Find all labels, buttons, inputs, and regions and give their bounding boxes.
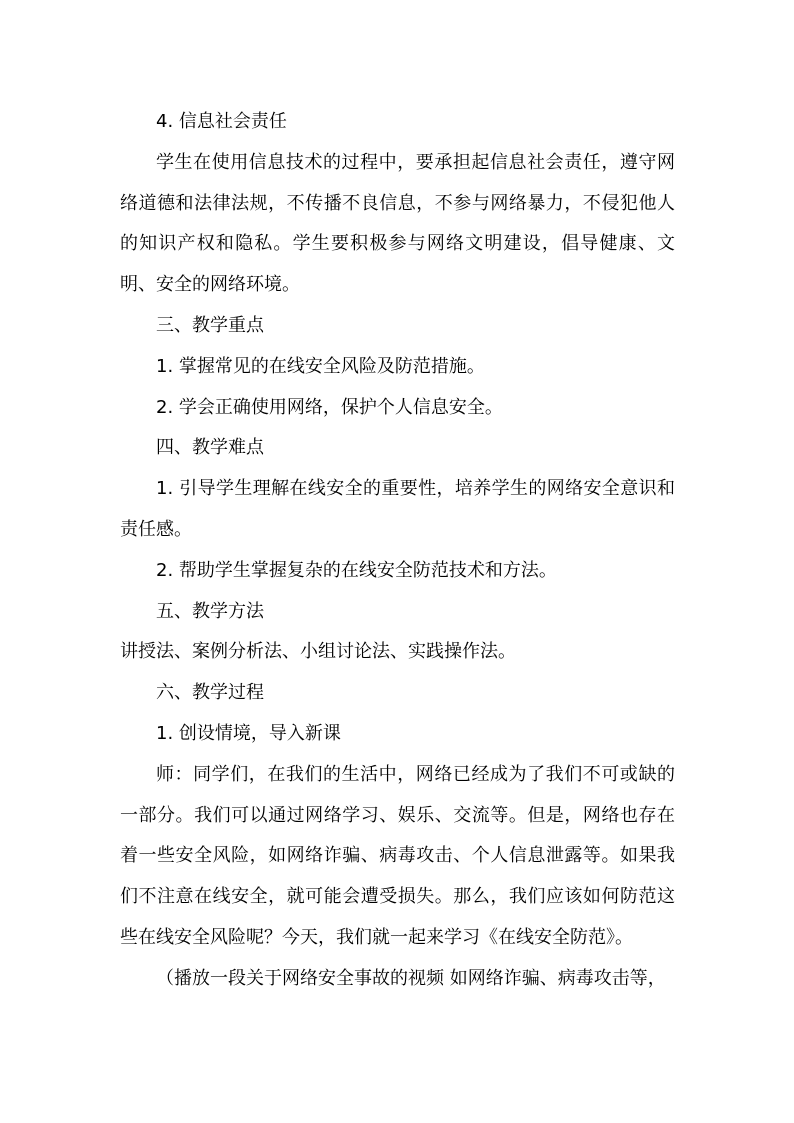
section-heading-teaching-process: 六、教学过程 <box>156 682 264 704</box>
section-heading-information-social-responsibility: 4. 信息社会责任 <box>156 111 287 132</box>
section-heading-teaching-methods: 五、教学方法 <box>156 600 264 622</box>
body-paragraph-teaching-methods: 讲授法、案例分析法、小组讨论法、实践操作法。 <box>120 641 516 663</box>
list-item-difficulty-1: 1. 引导学生理解在线安全的重要性，培养学生的网络安全意识和责任感。 <box>120 478 675 540</box>
section-heading-teaching-difficulties: 四、教学难点 <box>156 437 264 459</box>
body-paragraph-social-responsibility: 学生在使用信息技术的过程中，要承担起信息社会责任，遵守网络道德和法律法规，不传播不良信息，不参与网络暴力，不侵犯他人的知识产权和隐私。学生要积极参与网络文明建设，倡导健康、文明、安全的网络环境。 <box>120 151 675 296</box>
list-item-process-1: 1. 创设情境，导入新课 <box>156 722 341 744</box>
list-item-difficulty-2: 2. 帮助学生掌握复杂的在线安全防范技术和方法。 <box>156 559 557 581</box>
list-item-focus-1: 1. 掌握常见的在线安全风险及防范措施。 <box>156 355 485 377</box>
section-heading-teaching-focus: 三、教学重点 <box>156 314 264 336</box>
body-paragraph-video-note: （播放一段关于网络安全事故的视频 如网络诈骗、病毒攻击等， <box>156 967 666 989</box>
list-item-focus-2: 2. 学会正确使用网络，保护个人信息安全。 <box>156 396 503 418</box>
document-body <box>120 102 675 1000</box>
body-paragraph-teacher-intro: 师：同学们，在我们的生活中，网络已经成为了我们不可或缺的一部分。我们可以通过网络学习、娱乐、交流等。但是，网络也存在着一些安全风险，如网络诈骗、病毒攻击、个人信息泄露等。如果我们不注意在线安全，就可能会遭受损失。那么，我们应该如何防范这些在线安全风险呢？今天，我们就一起来学习《在线安全防范》。 <box>120 763 675 948</box>
